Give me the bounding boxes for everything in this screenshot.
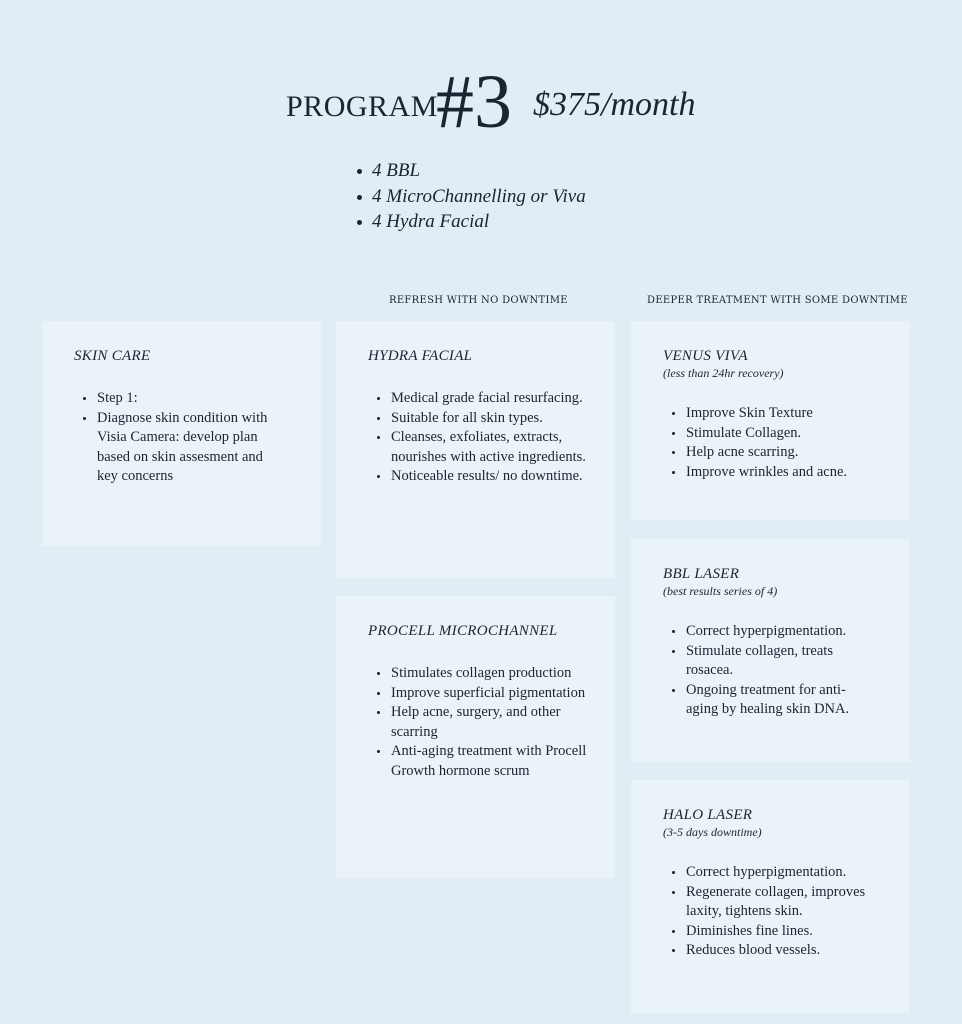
card-item: Anti-aging treatment with Procell Growth hormone scrum bbox=[368, 742, 588, 781]
card-item: Improve Skin Texture bbox=[663, 404, 883, 424]
card-item: Cleanses, exfoliates, extracts, nourishes with active ingredients. bbox=[368, 428, 588, 467]
card-item: Regenerate collagen, improves laxity, tightens skin. bbox=[663, 883, 873, 922]
card-item: Help acne scarring. bbox=[663, 443, 883, 463]
program-number: #3 bbox=[436, 60, 512, 144]
summary-item: 4 BBL bbox=[356, 158, 586, 184]
program-price: $375/month bbox=[533, 86, 696, 123]
card-item: Medical grade facial resurfacing. bbox=[368, 389, 588, 409]
card-item: Ongoing treatment for anti-aging by healing skin DNA. bbox=[663, 681, 873, 720]
card-hydra-facial bbox=[336, 321, 615, 578]
card-halo-laser bbox=[631, 780, 910, 1013]
card-skin-care bbox=[42, 321, 321, 546]
card-venus-viva bbox=[631, 321, 910, 520]
card-item: Correct hyperpigmentation. bbox=[663, 622, 873, 642]
card-item: Stimulate collagen, treats rosacea. bbox=[663, 642, 873, 681]
card-title: VENUS VIVA bbox=[663, 348, 748, 364]
card-item: Improve wrinkles and acne. bbox=[663, 463, 883, 483]
card-item: Suitable for all skin types. bbox=[368, 409, 588, 429]
card-item: Diagnose skin condition with Visia Camera: develop plan based on skin assesment and key concerns bbox=[74, 409, 284, 487]
card-item: Stimulate Collagen. bbox=[663, 424, 883, 444]
card-title: BBL LASER bbox=[663, 566, 740, 582]
program-label: PROGRAM bbox=[286, 90, 438, 123]
card-item: Reduces blood vessels. bbox=[663, 941, 873, 961]
summary-item: 4 Hydra Facial bbox=[356, 209, 586, 235]
program-summary-list bbox=[356, 158, 586, 235]
card-item: Correct hyperpigmentation. bbox=[663, 863, 873, 883]
card-item: Noticeable results/ no downtime. bbox=[368, 467, 588, 487]
card-subtitle: (3-5 days downtime) bbox=[663, 825, 762, 839]
card-item-list bbox=[663, 404, 883, 482]
card-title: PROCELL MICROCHANNEL bbox=[368, 623, 558, 639]
card-subtitle: (less than 24hr recovery) bbox=[663, 366, 784, 380]
card-title: HALO LASER bbox=[663, 807, 753, 823]
card-bbl-laser bbox=[631, 539, 910, 762]
card-item-list bbox=[368, 389, 588, 487]
card-item-list bbox=[74, 389, 284, 487]
program-header bbox=[0, 62, 962, 152]
card-procell-microchannel bbox=[336, 596, 615, 878]
card-subtitle: (best results series of 4) bbox=[663, 584, 778, 598]
card-item: Help acne, surgery, and other scarring bbox=[368, 703, 588, 742]
card-item: Diminishes fine lines. bbox=[663, 922, 873, 942]
card-item-list bbox=[663, 622, 873, 720]
card-item: Stimulates collagen production bbox=[368, 664, 588, 684]
card-title: SKIN CARE bbox=[74, 348, 151, 364]
card-item-list bbox=[368, 664, 588, 781]
card-item-list bbox=[663, 863, 873, 961]
card-item: Step 1: bbox=[74, 389, 284, 409]
summary-item: 4 MicroChannelling or Viva bbox=[356, 184, 586, 210]
column-heading-deeper: DEEPER TREATMENT WITH SOME DOWNTIME bbox=[647, 295, 908, 306]
card-title: HYDRA FACIAL bbox=[368, 348, 473, 364]
column-heading-refresh: REFRESH WITH NO DOWNTIME bbox=[389, 295, 568, 306]
card-item: Improve superficial pigmentation bbox=[368, 684, 588, 704]
